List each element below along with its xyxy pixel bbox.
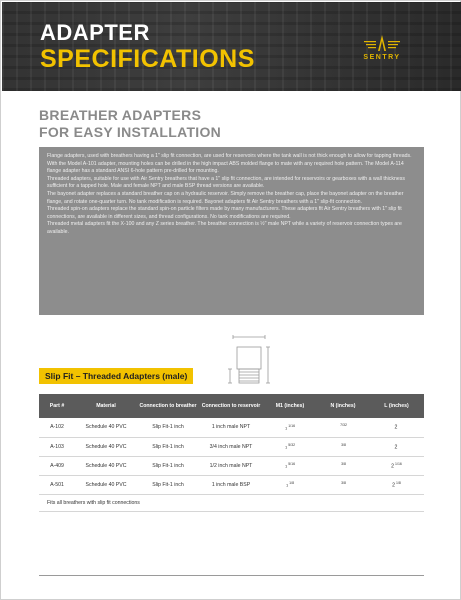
m1-cell xyxy=(263,475,317,494)
m1-cell xyxy=(263,456,317,475)
section-heading-line1: BREATHER ADAPTERS xyxy=(39,107,202,123)
description-paragraph: Threaded metal adapters fit the X-100 and any Z series breather. The breather connection is ½" male NPT while a variety of reservoir connection types are available. xyxy=(47,221,402,235)
logo-wordmark: SENTRY xyxy=(363,54,401,61)
description-paragraph: Threaded spin-on adapters replace the standard spin-on particle filters made by many manufacturers. These adapters fit Air Sentry breathers with 1" slip fit connections, are available in different sizes, and thread configurations. No tank modifications are required. xyxy=(47,206,402,220)
l-whole: 2 xyxy=(394,444,398,451)
adapter-diagram xyxy=(219,333,279,391)
n-fraction: 3/8 xyxy=(341,480,346,485)
l-cell xyxy=(369,418,424,437)
description-paragraph: Flange adapters, used with breathers having a 1" slip fit connection, are used for reservoirs where the tank wall is not thick enough to allow for tapping threads. With the Model A-101 adapter, mounting holes can be drilled in the high impact ABS molded flange to mate with any required hole pattern. The Model A-114 flange adapter has a standard ANSI 6-hole pattern pre-drilled for mounting. xyxy=(47,153,412,175)
l-cell xyxy=(369,475,424,494)
n-cell xyxy=(317,456,369,475)
m1-whole: 1 xyxy=(284,444,288,450)
breather-connection-cell: Slip Fit-1 inch xyxy=(137,475,199,494)
l-cell xyxy=(369,437,424,456)
column-header: Material xyxy=(75,394,137,418)
material-cell: Schedule 40 PVC xyxy=(75,456,137,475)
n-fraction: 3/8 xyxy=(341,461,346,466)
n-cell xyxy=(317,418,369,437)
l-cell xyxy=(369,456,424,475)
header-title-specifications: SPECIFICATIONS xyxy=(40,45,255,73)
air-sentry-logo xyxy=(350,32,414,72)
reservoir-connection-cell: 3/4 inch male NPT xyxy=(199,437,263,456)
description-paragraph: Threaded adapters, suitable for use with Air Sentry breathers that have a 1" slip fit connection, are intended for reservoirs or gearboxes with a wall thickness sufficient for a tapped hole. Male and female NPT and male BSP thread versions are available. xyxy=(47,175,405,190)
m1-fraction: 5/16 xyxy=(288,462,296,467)
m1-fraction: 5/32 xyxy=(288,443,296,448)
table-row xyxy=(39,456,424,475)
breather-connection-cell: Slip Fit-1 inch xyxy=(137,418,199,437)
description-box xyxy=(39,147,424,315)
column-header: Connection to breather xyxy=(137,394,199,418)
part-number-cell: A-103 xyxy=(39,437,75,456)
l-whole: 2 xyxy=(392,482,395,489)
n-cell xyxy=(317,475,369,494)
reservoir-connection-cell: 1 inch male BSP xyxy=(199,475,263,494)
material-cell: Schedule 40 PVC xyxy=(75,475,137,494)
table-header-row xyxy=(39,394,424,418)
header-banner xyxy=(2,2,461,91)
n-fraction: 3/8 xyxy=(341,442,346,447)
m1-fraction: 1/8 xyxy=(289,481,295,486)
n-cell xyxy=(317,437,369,456)
adapter-spec-table xyxy=(39,394,424,512)
breather-connection-cell: Slip Fit-1 inch xyxy=(137,437,199,456)
m1-whole: 1 xyxy=(284,463,288,469)
m1-cell xyxy=(263,437,317,456)
m1-whole: 1 xyxy=(285,482,289,488)
part-number-cell: A-501 xyxy=(39,475,75,494)
m1-whole: 1 xyxy=(284,425,288,431)
m1-cell xyxy=(263,418,317,437)
description-paragraph: The bayonet adapter replaces a standard breather cap on a hydraulic reservoir. Simply remove the breather cap, place the bayonet adapter on the breather flange, and rotate one-quarter turn. No tank modification is required. Bayonet adapters fit Air Sentry breathers with a 1" slip-fit connection. xyxy=(47,190,404,205)
column-header: N (inches) xyxy=(317,394,369,418)
logo-mark-icon xyxy=(362,32,402,54)
table-footnote-row xyxy=(39,494,424,511)
section-heading xyxy=(39,107,221,141)
column-header: Part # xyxy=(39,394,75,418)
part-number-cell: A-102 xyxy=(39,418,75,437)
table-footnote: Fits all breathers with slip fit connections xyxy=(39,494,424,511)
header-title-adapter: ADAPTER xyxy=(40,20,150,45)
material-cell: Schedule 40 PVC xyxy=(75,418,137,437)
reservoir-connection-cell: 1 inch male NPT xyxy=(199,418,263,437)
l-whole: 2 xyxy=(394,425,398,432)
m1-fraction: 1/16 xyxy=(288,424,296,429)
n-fraction: 7/32 xyxy=(340,423,347,428)
l-fraction: 1/16 xyxy=(395,461,402,466)
part-number-cell: A-409 xyxy=(39,456,75,475)
material-cell: Schedule 40 PVC xyxy=(75,437,137,456)
section-heading-line2: FOR EASY INSTALLATION xyxy=(39,124,222,140)
table-label: Slip Fit – Threaded Adapters (male) xyxy=(39,368,193,384)
table-row xyxy=(39,475,424,494)
table-row xyxy=(39,437,424,456)
column-header: Connection to reservoir xyxy=(199,394,263,418)
l-whole: 2 xyxy=(391,463,395,470)
reservoir-connection-cell: 1/2 inch male NPT xyxy=(199,456,263,475)
table-row xyxy=(39,418,424,437)
breather-connection-cell: Slip Fit-1 inch xyxy=(137,456,199,475)
column-header: L (inches) xyxy=(369,394,424,418)
column-header: M1 (inches) xyxy=(263,394,317,418)
page-divider xyxy=(39,575,424,576)
l-fraction: 1/8 xyxy=(396,480,401,485)
